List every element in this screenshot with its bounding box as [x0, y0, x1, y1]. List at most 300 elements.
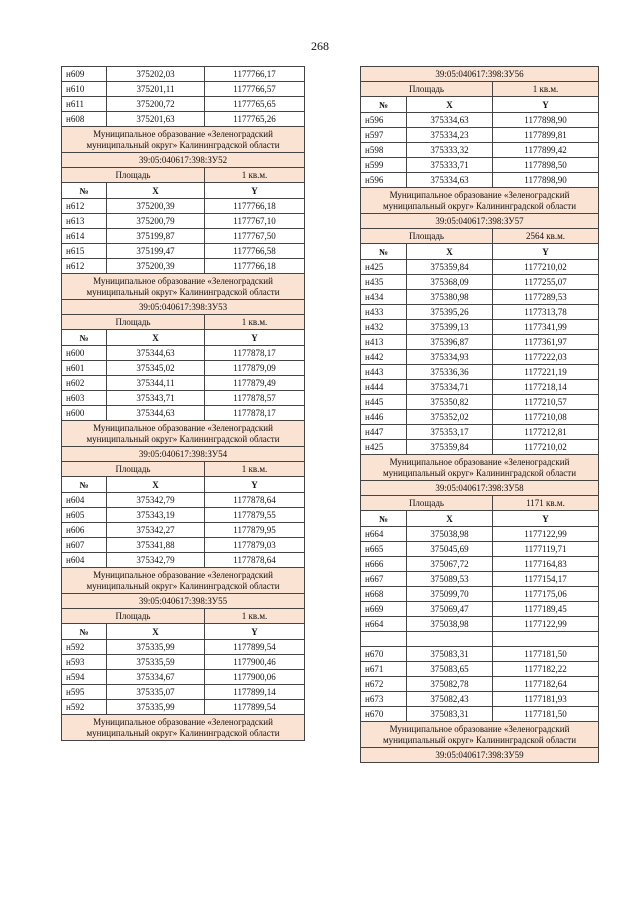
point-number: н612 [62, 259, 107, 274]
x-coordinate: 375344,63 [107, 406, 205, 421]
x-header: X [407, 511, 493, 527]
municipality-name: Муниципальное образование «Зеленоградский муниципальный округ» Калининградской области [62, 715, 305, 741]
y-coordinate: 1177899,54 [205, 640, 305, 655]
x-coordinate: 375345,02 [107, 361, 205, 376]
y-header: Y [205, 330, 305, 346]
y-coordinate: 1177766,58 [205, 244, 305, 259]
x-coordinate: 375335,07 [107, 685, 205, 700]
x-coordinate: 375342,79 [107, 493, 205, 508]
coordinate-row [62, 259, 305, 274]
page-number: 268 [311, 39, 329, 53]
y-coordinate: 1177119,71 [493, 542, 599, 557]
x-coordinate: 375199,47 [107, 244, 205, 259]
y-coordinate: 1177766,18 [205, 199, 305, 214]
x-header: X [107, 624, 205, 640]
y-header: Y [205, 183, 305, 199]
area-value: 1 кв.м. [205, 609, 305, 624]
point-number: н615 [62, 244, 107, 259]
point-number: н666 [361, 557, 407, 572]
coordinate-row [361, 425, 599, 440]
municipality-row [62, 274, 305, 300]
point-number: н610 [62, 82, 107, 97]
y-coordinate: 1177899,54 [205, 700, 305, 715]
y-coordinate: 1177878,64 [205, 553, 305, 568]
point-number: н446 [361, 410, 407, 425]
point-number: н443 [361, 365, 407, 380]
coordinate-row [361, 113, 599, 128]
x-coordinate: 375067,72 [407, 557, 493, 572]
y-coordinate: 1177341,99 [493, 320, 599, 335]
coordinate-row [361, 587, 599, 602]
point-number: н600 [62, 346, 107, 361]
area-label: Площадь [62, 315, 205, 330]
y-coordinate: 1177210,08 [493, 410, 599, 425]
municipality-row [361, 188, 599, 214]
y-coordinate: 1177181,93 [493, 692, 599, 707]
point-number: н670 [361, 647, 407, 662]
municipality-name: Муниципальное образование «Зеленоградский муниципальный округ» Калининградской области [62, 568, 305, 594]
coordinate-row [62, 376, 305, 391]
x-header: X [107, 183, 205, 199]
point-number: н604 [62, 493, 107, 508]
number-header: № [361, 511, 407, 527]
number-header: № [361, 244, 407, 260]
cadastral-number-row [361, 748, 599, 763]
coordinate-row [62, 685, 305, 700]
municipality-name: Муниципальное образование «Зеленоградский муниципальный округ» Калининградской области [361, 188, 599, 214]
x-coordinate: 375333,32 [407, 143, 493, 158]
point-number: н595 [62, 685, 107, 700]
area-row [62, 609, 305, 624]
coordinate-row [62, 655, 305, 670]
x-coordinate: 375335,99 [107, 700, 205, 715]
right-coordinates-table [360, 66, 599, 763]
coordinate-row [62, 214, 305, 229]
cadastral-number: 39:05:040617:398:ЗУ54 [62, 447, 305, 462]
area-value: 1 кв.м. [205, 168, 305, 183]
x-coordinate: 375343,71 [107, 391, 205, 406]
cadastral-number: 39:05:040617:398:ЗУ52 [62, 153, 305, 168]
x-coordinate: 375200,72 [107, 97, 205, 112]
point-number: н604 [62, 553, 107, 568]
x-header: X [407, 244, 493, 260]
y-coordinate: 1177154,17 [493, 572, 599, 587]
x-coordinate: 375334,63 [407, 173, 493, 188]
point-number: н434 [361, 290, 407, 305]
point-number: н664 [361, 527, 407, 542]
area-value: 1 кв.м. [205, 462, 305, 477]
x-coordinate: 375082,78 [407, 677, 493, 692]
y-coordinate: 1177879,95 [205, 523, 305, 538]
number-header: № [62, 624, 107, 640]
municipality-name: Муниципальное образование «Зеленоградский муниципальный округ» Калининградской области [62, 421, 305, 447]
y-coordinate: 1177210,02 [493, 440, 599, 455]
coordinate-row [62, 112, 305, 127]
area-value: 1 кв.м. [205, 315, 305, 330]
coordinate-row [62, 508, 305, 523]
point-number: н445 [361, 395, 407, 410]
x-coordinate: 375359,84 [407, 440, 493, 455]
x-coordinate: 375343,19 [107, 508, 205, 523]
x-coordinate: 375344,11 [107, 376, 205, 391]
coordinate-row [361, 260, 599, 275]
point-number: н602 [62, 376, 107, 391]
x-header: X [407, 97, 493, 113]
y-header: Y [205, 477, 305, 493]
y-coordinate: 1177878,17 [205, 346, 305, 361]
y-coordinate: 1177164,83 [493, 557, 599, 572]
x-coordinate: 375200,39 [107, 199, 205, 214]
area-label: Площадь [62, 462, 205, 477]
coordinate-row [361, 320, 599, 335]
area-row [361, 229, 599, 244]
municipality-name: Муниципальное образование «Зеленоградский муниципальный округ» Калининградской области [361, 722, 599, 748]
y-coordinate: 1177313,78 [493, 305, 599, 320]
coordinate-row [361, 128, 599, 143]
x-coordinate: 375395,26 [407, 305, 493, 320]
area-label: Площадь [361, 496, 493, 511]
x-coordinate: 375335,59 [107, 655, 205, 670]
coordinate-row [62, 67, 305, 82]
coordinate-row [361, 158, 599, 173]
column-header-row [62, 330, 305, 346]
point-number: н596 [361, 173, 407, 188]
municipality-name: Муниципальное образование «Зеленоградский муниципальный округ» Калининградской области [361, 455, 599, 481]
coordinate-row [62, 700, 305, 715]
coordinate-row [361, 305, 599, 320]
number-header: № [361, 97, 407, 113]
point-number: н614 [62, 229, 107, 244]
point-number: н592 [62, 700, 107, 715]
x-coordinate: 375083,65 [407, 662, 493, 677]
y-header: Y [205, 624, 305, 640]
coordinate-row [361, 275, 599, 290]
y-coordinate: 1177878,57 [205, 391, 305, 406]
coordinate-row [62, 523, 305, 538]
point-number: н669 [361, 602, 407, 617]
left-coordinates-table [61, 66, 305, 741]
coordinate-row [361, 707, 599, 722]
y-coordinate: 1177182,64 [493, 677, 599, 692]
coordinate-row [361, 557, 599, 572]
point-number: н425 [361, 260, 407, 275]
municipality-row [62, 421, 305, 447]
point-number: н670 [361, 707, 407, 722]
y-coordinate: 1177361,97 [493, 335, 599, 350]
column-header-row [361, 97, 599, 113]
x-coordinate: 375352,02 [407, 410, 493, 425]
coordinate-row [62, 82, 305, 97]
coordinate-row [361, 335, 599, 350]
x-coordinate: 375069,47 [407, 602, 493, 617]
municipality-row [361, 455, 599, 481]
y-coordinate: 1177122,99 [493, 617, 599, 632]
x-coordinate: 375359,84 [407, 260, 493, 275]
y-coordinate: 1177766,18 [205, 259, 305, 274]
coordinate-row [361, 602, 599, 617]
number-header: № [62, 477, 107, 493]
point-number: н671 [361, 662, 407, 677]
point-number: н612 [62, 199, 107, 214]
x-coordinate: 375334,23 [407, 128, 493, 143]
x-coordinate: 375350,82 [407, 395, 493, 410]
y-coordinate: 1177255,07 [493, 275, 599, 290]
y-coordinate: 1177175,06 [493, 587, 599, 602]
y-coordinate: 1177122,99 [493, 527, 599, 542]
x-coordinate: 375083,31 [407, 707, 493, 722]
x-coordinate: 375334,93 [407, 350, 493, 365]
y-coordinate: 1177765,26 [205, 112, 305, 127]
x-coordinate: 375099,70 [407, 587, 493, 602]
x-coordinate: 375334,63 [407, 113, 493, 128]
coordinate-row [62, 391, 305, 406]
area-row [62, 462, 305, 477]
coordinate-row [361, 617, 599, 632]
coordinate-row [361, 677, 599, 692]
y-coordinate: 1177766,17 [205, 67, 305, 82]
municipality-name: Муниципальное образование «Зеленоградский муниципальный округ» Калининградской области [62, 127, 305, 153]
point-number: н413 [361, 335, 407, 350]
y-coordinate: 1177899,81 [493, 128, 599, 143]
column-header-row [62, 477, 305, 493]
point-number: н673 [361, 692, 407, 707]
y-coordinate: 1177221,19 [493, 365, 599, 380]
area-value: 1171 кв.м. [493, 496, 599, 511]
y-coordinate: 1177182,22 [493, 662, 599, 677]
point-number: н593 [62, 655, 107, 670]
coordinate-row [361, 440, 599, 455]
point-number: н599 [361, 158, 407, 173]
y-coordinate: 1177879,09 [205, 361, 305, 376]
coordinate-row [62, 493, 305, 508]
area-value: 2564 кв.м. [493, 229, 599, 244]
coordinate-row [62, 244, 305, 259]
point-number: н600 [62, 406, 107, 421]
y-coordinate: 1177878,17 [205, 406, 305, 421]
area-row [62, 168, 305, 183]
cadastral-number-row [62, 300, 305, 315]
x-coordinate: 375335,99 [107, 640, 205, 655]
point-number: н605 [62, 508, 107, 523]
point-number: н606 [62, 523, 107, 538]
x-coordinate: 375333,71 [407, 158, 493, 173]
y-coordinate: 1177879,03 [205, 538, 305, 553]
point-number: н594 [62, 670, 107, 685]
x-coordinate: 375199,87 [107, 229, 205, 244]
municipality-row [62, 715, 305, 741]
coordinate-row [62, 553, 305, 568]
x-coordinate: 375201,11 [107, 82, 205, 97]
coordinate-row [361, 692, 599, 707]
x-coordinate: 375200,39 [107, 259, 205, 274]
x-coordinate: 375038,98 [407, 527, 493, 542]
y-coordinate: 1177899,42 [493, 143, 599, 158]
coordinate-row [62, 346, 305, 361]
coordinate-row [361, 410, 599, 425]
x-coordinate: 375344,63 [107, 346, 205, 361]
municipality-row [361, 722, 599, 748]
x-coordinate: 375089,53 [407, 572, 493, 587]
y-coordinate: 1177767,50 [205, 229, 305, 244]
cadastral-number: 39:05:040617:398:ЗУ56 [361, 67, 599, 82]
cadastral-number-row [62, 153, 305, 168]
x-coordinate: 375334,71 [407, 380, 493, 395]
y-coordinate: 1177898,90 [493, 173, 599, 188]
coordinate-row [62, 199, 305, 214]
point-number: н665 [361, 542, 407, 557]
area-row [361, 496, 599, 511]
y-coordinate: 1177289,53 [493, 290, 599, 305]
point-number [361, 632, 407, 647]
x-coordinate: 375334,67 [107, 670, 205, 685]
coordinate-row [361, 290, 599, 305]
y-coordinate: 1177879,49 [205, 376, 305, 391]
y-header: Y [493, 244, 599, 260]
x-coordinate: 375082,43 [407, 692, 493, 707]
coordinate-row [361, 572, 599, 587]
cadastral-number: 39:05:040617:398:ЗУ55 [62, 594, 305, 609]
number-header: № [62, 330, 107, 346]
x-coordinate: 375336,36 [407, 365, 493, 380]
coordinate-row [361, 527, 599, 542]
area-label: Площадь [62, 609, 205, 624]
coordinate-row [361, 173, 599, 188]
x-coordinate: 375083,31 [407, 647, 493, 662]
y-coordinate: 1177898,90 [493, 113, 599, 128]
y-coordinate: 1177765,65 [205, 97, 305, 112]
point-number: н442 [361, 350, 407, 365]
point-number: н598 [361, 143, 407, 158]
y-coordinate: 1177189,45 [493, 602, 599, 617]
point-number: н425 [361, 440, 407, 455]
y-coordinate: 1177900,06 [205, 670, 305, 685]
x-coordinate: 375202,03 [107, 67, 205, 82]
point-number: н668 [361, 587, 407, 602]
x-header: X [107, 477, 205, 493]
coordinate-row [62, 670, 305, 685]
coordinate-row [361, 542, 599, 557]
number-header: № [62, 183, 107, 199]
point-number: н435 [361, 275, 407, 290]
municipality-row [62, 568, 305, 594]
coordinate-row [361, 395, 599, 410]
area-label: Площадь [361, 82, 493, 97]
y-coordinate: 1177899,14 [205, 685, 305, 700]
point-number: н607 [62, 538, 107, 553]
y-coordinate: 1177210,02 [493, 260, 599, 275]
y-coordinate: 1177878,64 [205, 493, 305, 508]
x-coordinate: 375201,63 [107, 112, 205, 127]
cadastral-number-row [62, 594, 305, 609]
municipality-row [62, 127, 305, 153]
x-coordinate: 375342,79 [107, 553, 205, 568]
point-number: н611 [62, 97, 107, 112]
coordinate-row [361, 350, 599, 365]
cadastral-number: 39:05:040617:398:ЗУ57 [361, 214, 599, 229]
y-coordinate: 1177767,10 [205, 214, 305, 229]
y-coordinate: 1177900,46 [205, 655, 305, 670]
cadastral-number: 39:05:040617:398:ЗУ58 [361, 481, 599, 496]
column-header-row [361, 511, 599, 527]
cadastral-number-row [361, 67, 599, 82]
cadastral-number-row [361, 214, 599, 229]
area-row [361, 82, 599, 97]
y-coordinate: 1177210,57 [493, 395, 599, 410]
point-number: н601 [62, 361, 107, 376]
x-coordinate: 375045,69 [407, 542, 493, 557]
x-coordinate: 375368,09 [407, 275, 493, 290]
y-coordinate: 1177222,03 [493, 350, 599, 365]
x-coordinate: 375038,98 [407, 617, 493, 632]
point-number: н667 [361, 572, 407, 587]
coordinate-row [62, 229, 305, 244]
x-coordinate [407, 632, 493, 647]
coordinate-row [62, 406, 305, 421]
x-coordinate: 375396,87 [407, 335, 493, 350]
coordinate-row [361, 143, 599, 158]
point-number: н447 [361, 425, 407, 440]
cadastral-number-row [361, 481, 599, 496]
x-coordinate: 375200,79 [107, 214, 205, 229]
x-coordinate: 375342,27 [107, 523, 205, 538]
x-coordinate: 375399,13 [407, 320, 493, 335]
y-coordinate [493, 632, 599, 647]
x-coordinate: 375341,88 [107, 538, 205, 553]
column-header-row [62, 624, 305, 640]
coordinate-row [62, 361, 305, 376]
point-number: н596 [361, 113, 407, 128]
point-number: н592 [62, 640, 107, 655]
area-label: Площадь [62, 168, 205, 183]
cadastral-number-row [62, 447, 305, 462]
municipality-name: Муниципальное образование «Зеленоградский муниципальный округ» Калининградской области [62, 274, 305, 300]
coordinate-row [62, 538, 305, 553]
point-number: н597 [361, 128, 407, 143]
column-header-row [361, 244, 599, 260]
coordinate-row [361, 380, 599, 395]
x-coordinate: 375380,98 [407, 290, 493, 305]
coordinate-row [361, 632, 599, 647]
point-number: н433 [361, 305, 407, 320]
x-header: X [107, 330, 205, 346]
y-coordinate: 1177898,50 [493, 158, 599, 173]
point-number: н609 [62, 67, 107, 82]
area-value: 1 кв.м. [493, 82, 599, 97]
area-row [62, 315, 305, 330]
coordinate-row [62, 640, 305, 655]
y-header: Y [493, 97, 599, 113]
point-number: н664 [361, 617, 407, 632]
x-coordinate: 375353,17 [407, 425, 493, 440]
cadastral-number: 39:05:040617:398:ЗУ53 [62, 300, 305, 315]
coordinate-row [361, 365, 599, 380]
point-number: н444 [361, 380, 407, 395]
y-coordinate: 1177766,57 [205, 82, 305, 97]
y-coordinate: 1177181,50 [493, 647, 599, 662]
y-header: Y [493, 511, 599, 527]
coordinate-row [62, 97, 305, 112]
point-number: н613 [62, 214, 107, 229]
point-number: н432 [361, 320, 407, 335]
point-number: н672 [361, 677, 407, 692]
y-coordinate: 1177218,14 [493, 380, 599, 395]
area-label: Площадь [361, 229, 493, 244]
y-coordinate: 1177181,50 [493, 707, 599, 722]
cadastral-number: 39:05:040617:398:ЗУ59 [361, 748, 599, 763]
column-header-row [62, 183, 305, 199]
coordinate-row [361, 647, 599, 662]
y-coordinate: 1177879,55 [205, 508, 305, 523]
